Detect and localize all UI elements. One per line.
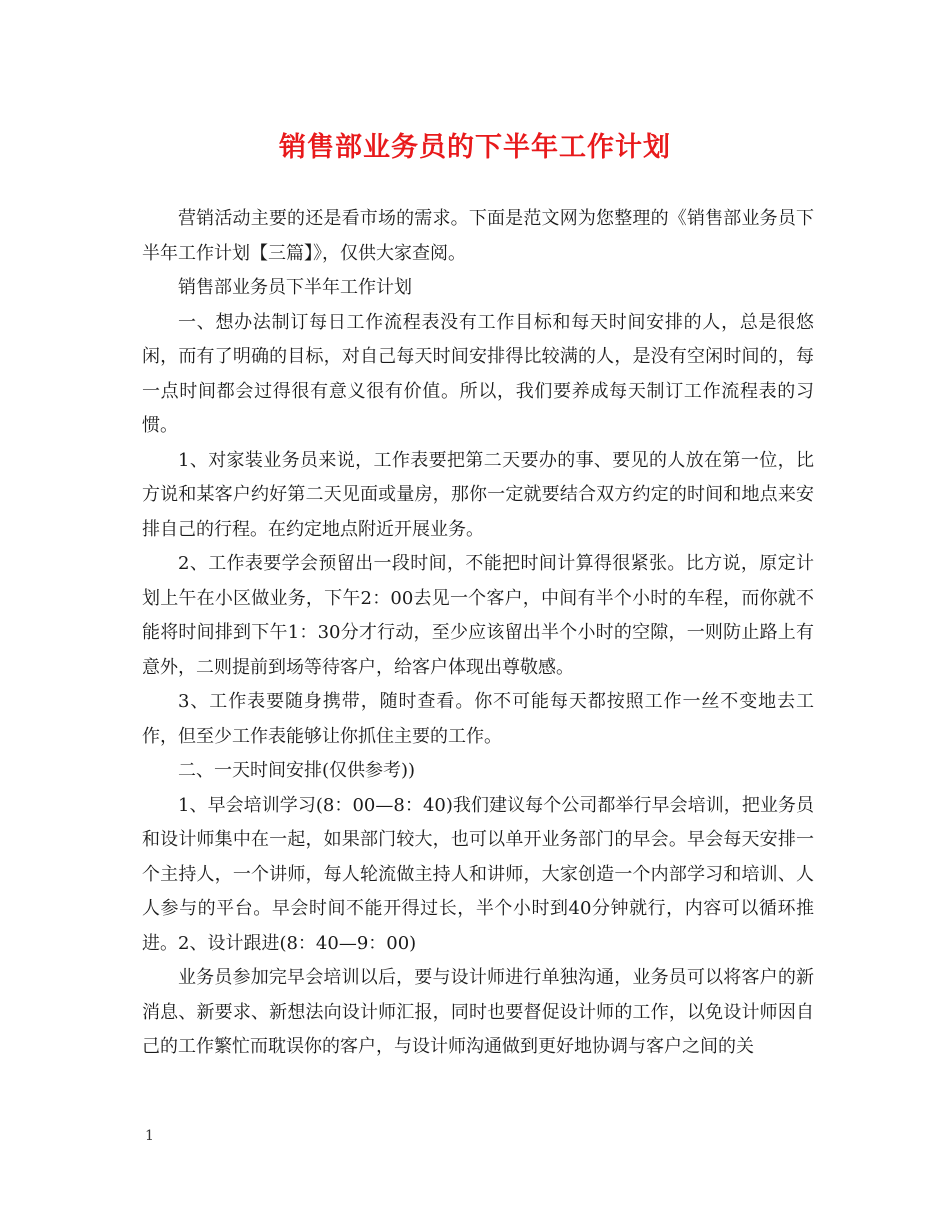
paragraph-section-2: 二、一天时间安排(仅供参考)) bbox=[178, 760, 416, 781]
paragraph-item-3: 3、工作表要随身携带，随时查看。你不可能每天都按照工作一丝不变地去工作，但至少工作表能够让你抓住主要的工作。 bbox=[142, 691, 814, 747]
paragraph-subtitle: 销售部业务员下半年工作计划 bbox=[178, 277, 412, 298]
page-number: 1 bbox=[145, 1128, 154, 1144]
paragraph-item-1: 1、对家装业务员来说，工作表要把第二天要办的事、要见的人放在第一位，比方说和某客户约好第二天见面或量房，那你一定就要结合双方约定的时间和地点来安排自己的行程。在约定地点附近开展业务。 bbox=[142, 449, 814, 540]
document-title: 销售部业务员的下半年工作计划 bbox=[279, 132, 671, 163]
paragraph-item-2: 2、工作表要学会预留出一段时间，不能把时间计算得很紧张。比方说，原定计划上午在小区做业务，下午2：00去见一个客户，中间有半个小时的车程，而你就不能将时间排到下午1：30分才行动，至少应该留出半个小时的空隙，一则防止路上有意外，二则提前到场等待客户，给客户体现出尊敬感。 bbox=[142, 553, 814, 678]
paragraph-intro: 营销活动主要的还是看市场的需求。下面是范文网为您整理的《销售部业务员下半年工作计划【三篇】》，仅供大家查阅。 bbox=[142, 208, 814, 264]
document-body bbox=[142, 202, 814, 1065]
paragraph-schedule-1: 1、早会培训学习(8：00—8：40)我们建议每个公司都举行早会培训，把业务员和设计师集中在一起，如果部门较大，也可以单开业务部门的早会。早会每天安排一个主持人，一个讲师，每人轮流做主持人和讲师，大家创造一个内部学习和培训、人人参与的平台。早会时间不能开得过长，半个小时到40分钟就行，内容可以循环推进。2、设计跟进(8：40—9：00) bbox=[142, 794, 814, 954]
paragraph-schedule-2: 业务员参加完早会培训以后，要与设计师进行单独沟通，业务员可以将客户的新消息、新要求、新想法向设计师汇报，同时也要督促设计师的工作，以免设计师因自己的工作繁忙而耽误你的客户，与设计师沟通做到更好地协调与客户之间的关 bbox=[142, 967, 814, 1057]
paragraph-section-1: 一、想办法制订每日工作流程表没有工作目标和每天时间安排的人，总是很悠闲，而有了明确的目标，对自己每天时间安排得比较满的人，是没有空闲时间的，每一点时间都会过得很有意义很有价值。所以，我们要养成每天制订工作流程表的习惯。 bbox=[142, 311, 814, 436]
